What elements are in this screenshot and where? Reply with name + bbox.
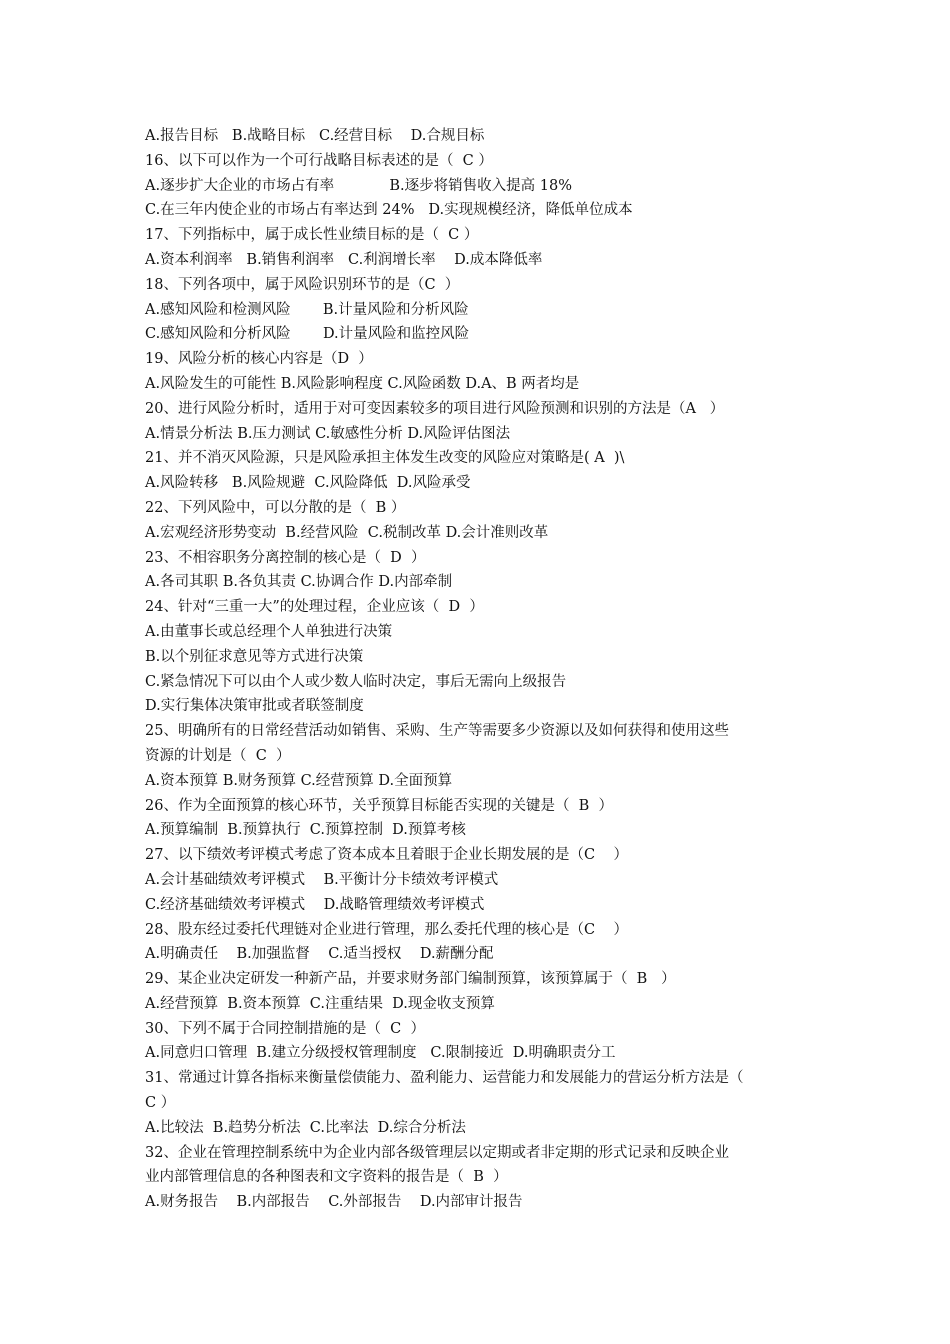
text-line: A.会计基础绩效考评模式 B.平衡计分卡绩效考评模式 xyxy=(145,871,499,888)
text-line: 31、常通过计算各指标来衡量偿债能力、盈利能力、运营能力和发展能力的营运分析方法是（ xyxy=(145,1070,744,1087)
text-line: A.比较法 B.趋势分析法 C.比率法 D.综合分析法 xyxy=(145,1119,466,1136)
text-line: A.财务报告 B.内部报告 C.外部报告 D.内部审计报告 xyxy=(145,1194,523,1211)
text-line: 28、股东经过委托代理链对企业进行管理，那么委托代理的核心是（C ） xyxy=(145,921,628,938)
text-line: 19、风险分析的核心内容是（D ） xyxy=(145,351,373,368)
text-line: 21、并不消灭风险源，只是风险承担主体发生改变的风险应对策略是( A )\ xyxy=(145,450,625,467)
text-line: A.风险转移 B.风险规避 C.风险降低 D.风险承受 xyxy=(145,475,471,492)
text-line: C.经济基础绩效考评模式 D.战略管理绩效考评模式 xyxy=(145,896,485,913)
text-line: A.由董事长或总经理个人单独进行决策 xyxy=(145,623,393,640)
text-line: 32、企业在管理控制系统中为企业内部各级管理层以定期或者非定期的形式记录和反映企业 xyxy=(145,1144,729,1161)
text-line: C.在三年内使企业的市场占有率达到 24% D.实现规模经济，降低单位成本 xyxy=(145,202,633,219)
text-line: C ） xyxy=(145,1095,176,1112)
text-line: 23、不相容职务分离控制的核心是（ D ） xyxy=(145,549,426,566)
text-line: 30、下列不属于合同控制措施的是（ C ） xyxy=(145,1020,425,1037)
text-line: 29、某企业决定研发一种新产品，并要求财务部门编制预算，该预算属于（ B ） xyxy=(145,971,676,988)
text-line: D.实行集体决策审批或者联签制度 xyxy=(145,698,364,715)
text-line: A.情景分析法 B.压力测试 C.敏感性分析 D.风险评估图法 xyxy=(145,425,511,442)
text-line: A.宏观经济形势变动 B.经营风险 C.税制改革 D.会计准则改革 xyxy=(145,524,549,541)
text-line: 资源的计划是（ C ） xyxy=(145,747,291,764)
text-line: 20、进行风险分析时，适用于对可变因素较多的项目进行风险预测和识别的方法是（A ） xyxy=(145,400,725,417)
text-line: 17、下列指标中，属于成长性业绩目标的是（ C ） xyxy=(145,227,479,244)
text-line: C.紧急情况下可以由个人或少数人临时决定，事后无需向上级报告 xyxy=(145,673,567,690)
text-line: 22、下列风险中，可以分散的是（ B ） xyxy=(145,499,406,516)
text-line: 16、以下可以作为一个可行战略目标表述的是（ C ） xyxy=(145,152,493,169)
text-line: A.风险发生的可能性 B.风险影响程度 C.风险函数 D.A、B 两者均是 xyxy=(145,375,580,392)
text-line: 27、以下绩效考评模式考虑了资本成本且着眼于企业长期发展的是（C ） xyxy=(145,847,628,864)
document-page xyxy=(145,124,813,1215)
text-line: A.报告目标 B.战略目标 C.经营目标 D.合规目标 xyxy=(145,128,485,144)
text-line: 25、明确所有的日常经营活动如销售、采购、生产等需要多少资源以及如何获得和使用这些 xyxy=(145,723,729,740)
text-line: A.资本预算 B.财务预算 C.经营预算 D.全面预算 xyxy=(145,772,453,789)
text-line: A.逐步扩大企业的市场占有率 B.逐步将销售收入提高 18% xyxy=(145,177,572,194)
text-line: A.经营预算 B.资本预算 C.注重结果 D.现金收支预算 xyxy=(145,995,495,1012)
text-line: A.各司其职 B.各负其责 C.协调合作 D.内部牵制 xyxy=(145,574,453,591)
text-line: A.同意归口管理 B.建立分级授权管理制度 C.限制接近 D.明确职责分工 xyxy=(145,1045,616,1062)
text-line: A.预算编制 B.预算执行 C.预算控制 D.预算考核 xyxy=(145,822,466,839)
text-line: A.感知风险和检测风险 B.计量风险和分析风险 xyxy=(145,301,469,318)
text-line: C.感知风险和分析风险 D.计量风险和监控风险 xyxy=(145,326,470,343)
text-line: B.以个别征求意见等方式进行决策 xyxy=(145,648,364,665)
text-line: A.资本利润率 B.销售利润率 C.利润增长率 D.成本降低率 xyxy=(145,251,543,268)
text-line: 18、下列各项中，属于风险识别环节的是（C ） xyxy=(145,276,460,293)
text-line: 业内部管理信息的各种图表和文字资料的报告是（ B ） xyxy=(145,1169,508,1186)
text-line: 24、针对“三重一大”的处理过程，企业应该（ D ） xyxy=(145,599,484,616)
text-line: 26、作为全面预算的核心环节，关乎预算目标能否实现的关键是（ B ） xyxy=(145,797,614,814)
text-line: A.明确责任 B.加强监督 C.适当授权 D.薪酬分配 xyxy=(145,946,494,963)
